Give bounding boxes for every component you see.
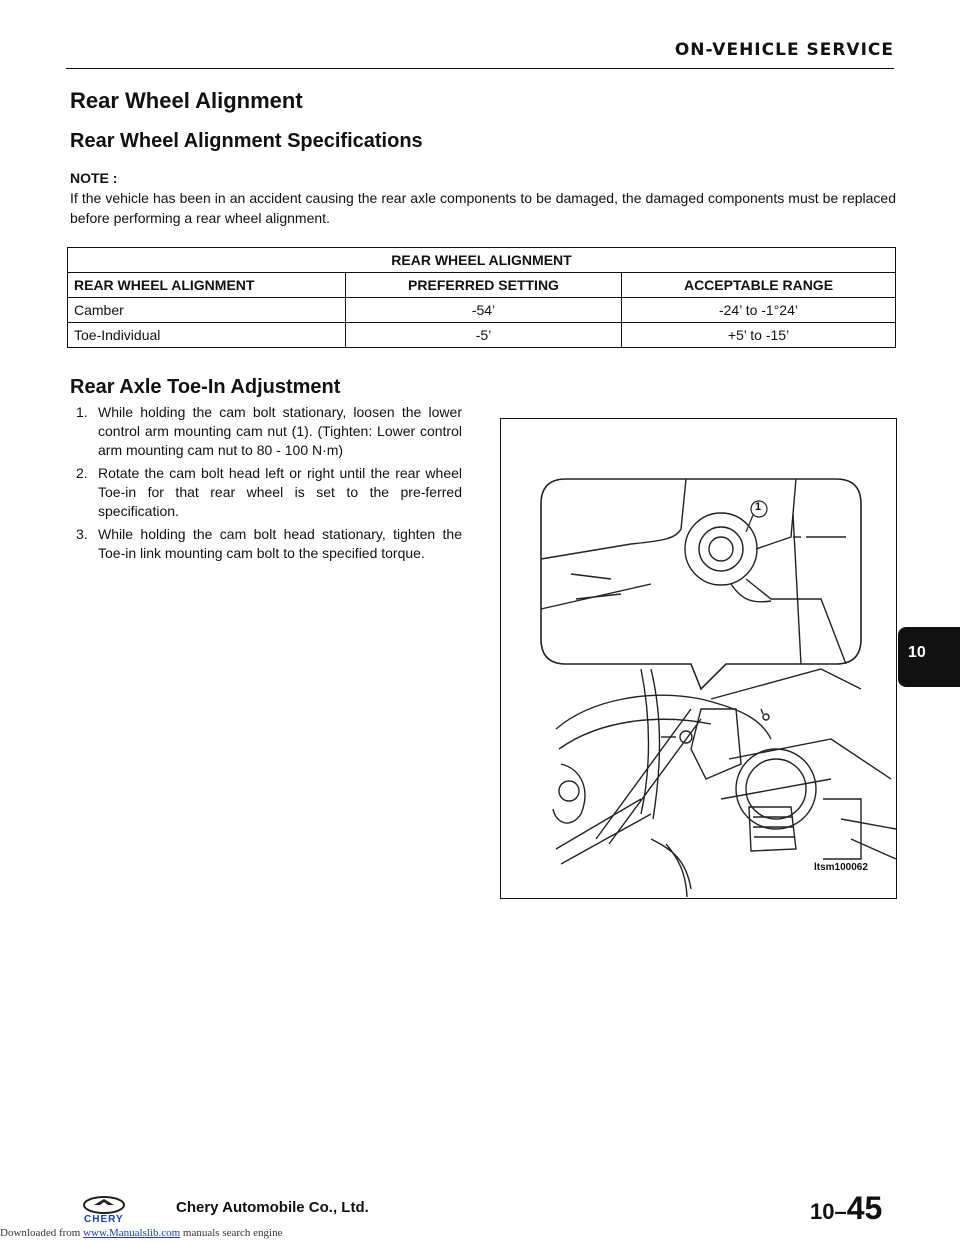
step-text: Rotate the cam bolt head left or right until the rear wheel Toe-in for that rear wheel is set to the pre-ferred specification. (98, 465, 462, 519)
step-number: 1. (76, 404, 88, 420)
download-prefix: Downloaded from (0, 1227, 81, 1239)
figure-code: ltsm100062 (814, 862, 868, 873)
table-cell: -5’ (346, 323, 622, 348)
manualslib-link[interactable]: www.Manualslib.com (83, 1227, 181, 1239)
table-header-cell: PREFERRED SETTING (346, 273, 622, 298)
page-title: Rear Wheel Alignment (70, 88, 303, 113)
table-cell: Camber (68, 298, 346, 323)
list-item (70, 464, 462, 521)
callout-label: 1 (755, 501, 762, 513)
table-cell: +5’ to -15’ (622, 323, 896, 348)
section-rule (66, 68, 894, 69)
section-header: ON-VEHICLE SERVICE (674, 40, 894, 60)
specs-heading: Rear Wheel Alignment Specifications (70, 130, 423, 152)
page-dash: – (834, 1199, 847, 1224)
step-text: While holding the cam bolt stationary, loosen the lower control arm mounting cam nut (1). (Tighten: Lower control arm mounting cam nut to 80 - 100 N·m) (98, 404, 462, 458)
adjustment-steps (70, 403, 462, 567)
table-header-cell: ACCEPTABLE RANGE (622, 273, 896, 298)
list-item (70, 403, 462, 460)
rear-axle-illustration (500, 418, 897, 899)
list-item (70, 525, 462, 563)
company-name: Chery Automobile Co., Ltd. (176, 1199, 369, 1216)
chapter-tab-label: 10 (908, 644, 926, 661)
chery-logo (82, 1196, 126, 1229)
step-text: While holding the cam bolt head stationary, tighten the Toe-in link mounting cam bolt to the specified torque. (98, 526, 462, 561)
download-notice (0, 1227, 282, 1239)
step-number: 2. (76, 465, 88, 481)
page-value: 45 (846, 1190, 883, 1226)
page-section: 10 (810, 1199, 835, 1224)
page-number (810, 1190, 882, 1227)
note-text: If the vehicle has been in an accident causing the rear axle components to be damaged, the damaged components must be replaced before performing a rear wheel alignment. (70, 190, 896, 226)
table-cell: -24’ to -1°24’ (622, 298, 896, 323)
table-row (68, 323, 896, 348)
table-cell: Toe-Individual (68, 323, 346, 348)
table-caption: REAR WHEEL ALIGNMENT (68, 248, 896, 273)
adjustment-heading: Rear Axle Toe-In Adjustment (70, 376, 341, 398)
chapter-tab (898, 627, 960, 687)
step-number: 3. (76, 526, 88, 542)
logo-wordmark: CHERY (84, 1214, 124, 1225)
table-row (68, 298, 896, 323)
table-header-cell: REAR WHEEL ALIGNMENT (68, 273, 346, 298)
table-cell: -54’ (346, 298, 622, 323)
note-label: NOTE : (70, 170, 118, 186)
download-suffix: manuals search engine (180, 1227, 283, 1239)
alignment-table (67, 247, 896, 348)
